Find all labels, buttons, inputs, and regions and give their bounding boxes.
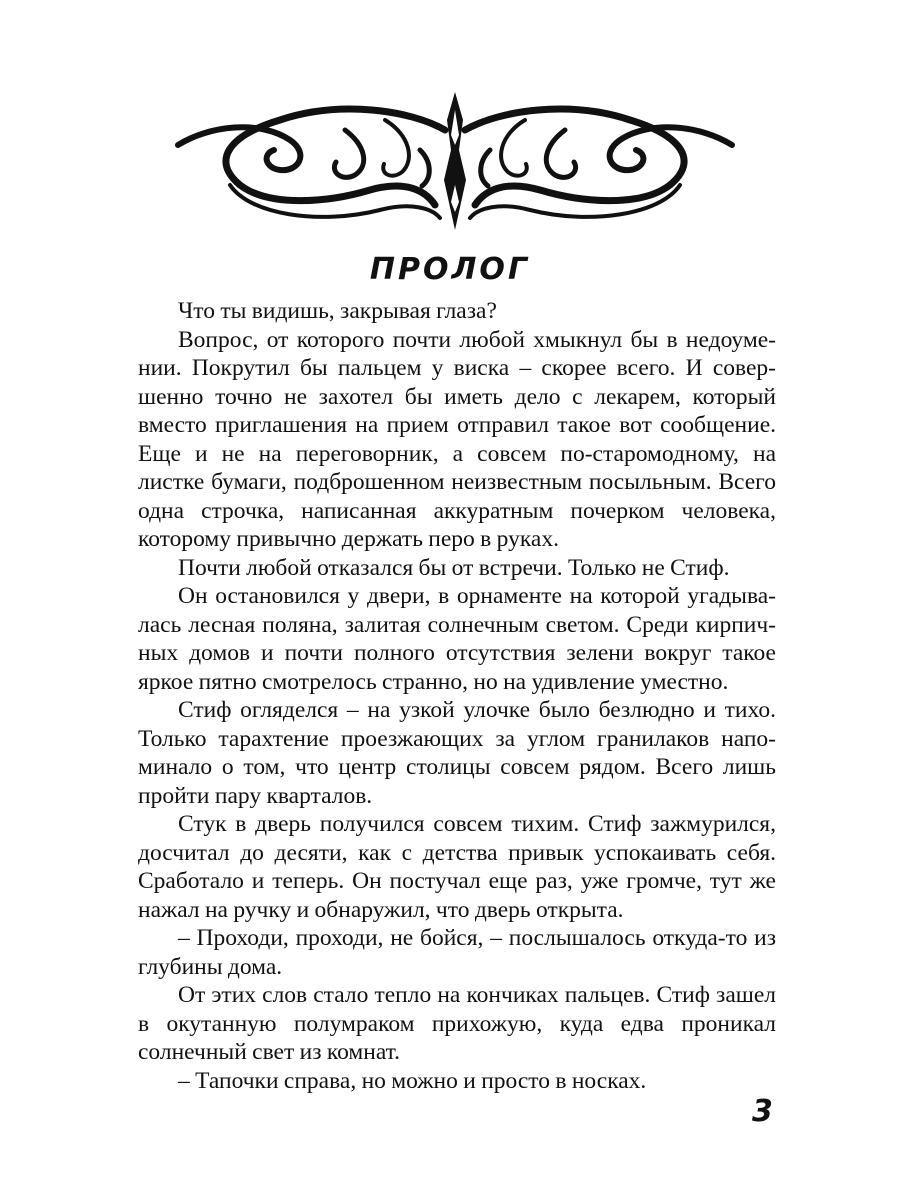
paragraph: Вопрос, от которого почти любой хмыкнул бы в недоумении. Покрутил бы пальцем у виска – скорее всего. И совершенно точно не захотел бы иметь дело с лекарем, который вместо приглашения на прием отправил такое вот сообщение. Еще и не на переговорник, а совсем по-старомодному, на листке бумаги, подброшенном неизвестным посыльным. Всего одна строчка, написанная аккуратным почерком человека, которому привычно держать перо в руках.: [138, 326, 776, 552]
paragraph: – Проходи, проходи, не бойся, – послышалось откуда-то из глубины дома.: [138, 925, 776, 980]
flourish-ornament-icon: [170, 90, 740, 235]
paragraph: Он остановился у двери, в орнаменте на которой угадывалась лесная поляна, залитая солнечным светом. Среди кирпичных домов и почти полного отсутствия зелени вокруг такое яркое пятно смотрелось странно, но на удивление уместно.: [138, 583, 776, 695]
text-body: [138, 297, 776, 1095]
chapter-title: ПРОЛОГ: [369, 252, 531, 287]
paragraph: Почти любой отказался бы от встречи. Только не Стиф.: [178, 554, 730, 581]
paragraph: Что ты видишь, закрывая глаза?: [178, 298, 497, 324]
paragraph: – Тапочки справа, но можно и просто в носках.: [178, 1067, 647, 1094]
paragraph: Стук в дверь получился совсем тихим. Стиф зажмурился, досчитал до десяти, как с детства привык успокаивать себя. Сработало и теперь. Он постучал еще раз, уже громче, тут же нажал на ручку и обнаружил, что дверь открыта.: [138, 811, 776, 923]
page-number: 3: [752, 1094, 773, 1129]
paragraph: Стиф огляделся – на узкой улочке было безлюдно и тихо. Только тарахтение проезжающих за углом гранилаков напоминало о том, что центр столицы совсем рядом. Всего лишь пройти пару кварталов.: [138, 697, 776, 809]
paragraph: От этих слов стало тепло на кончиках пальцев. Стиф зашел в окутанную полумраком прихожую, куда едва проникал солнечный свет из комнат.: [138, 982, 776, 1065]
